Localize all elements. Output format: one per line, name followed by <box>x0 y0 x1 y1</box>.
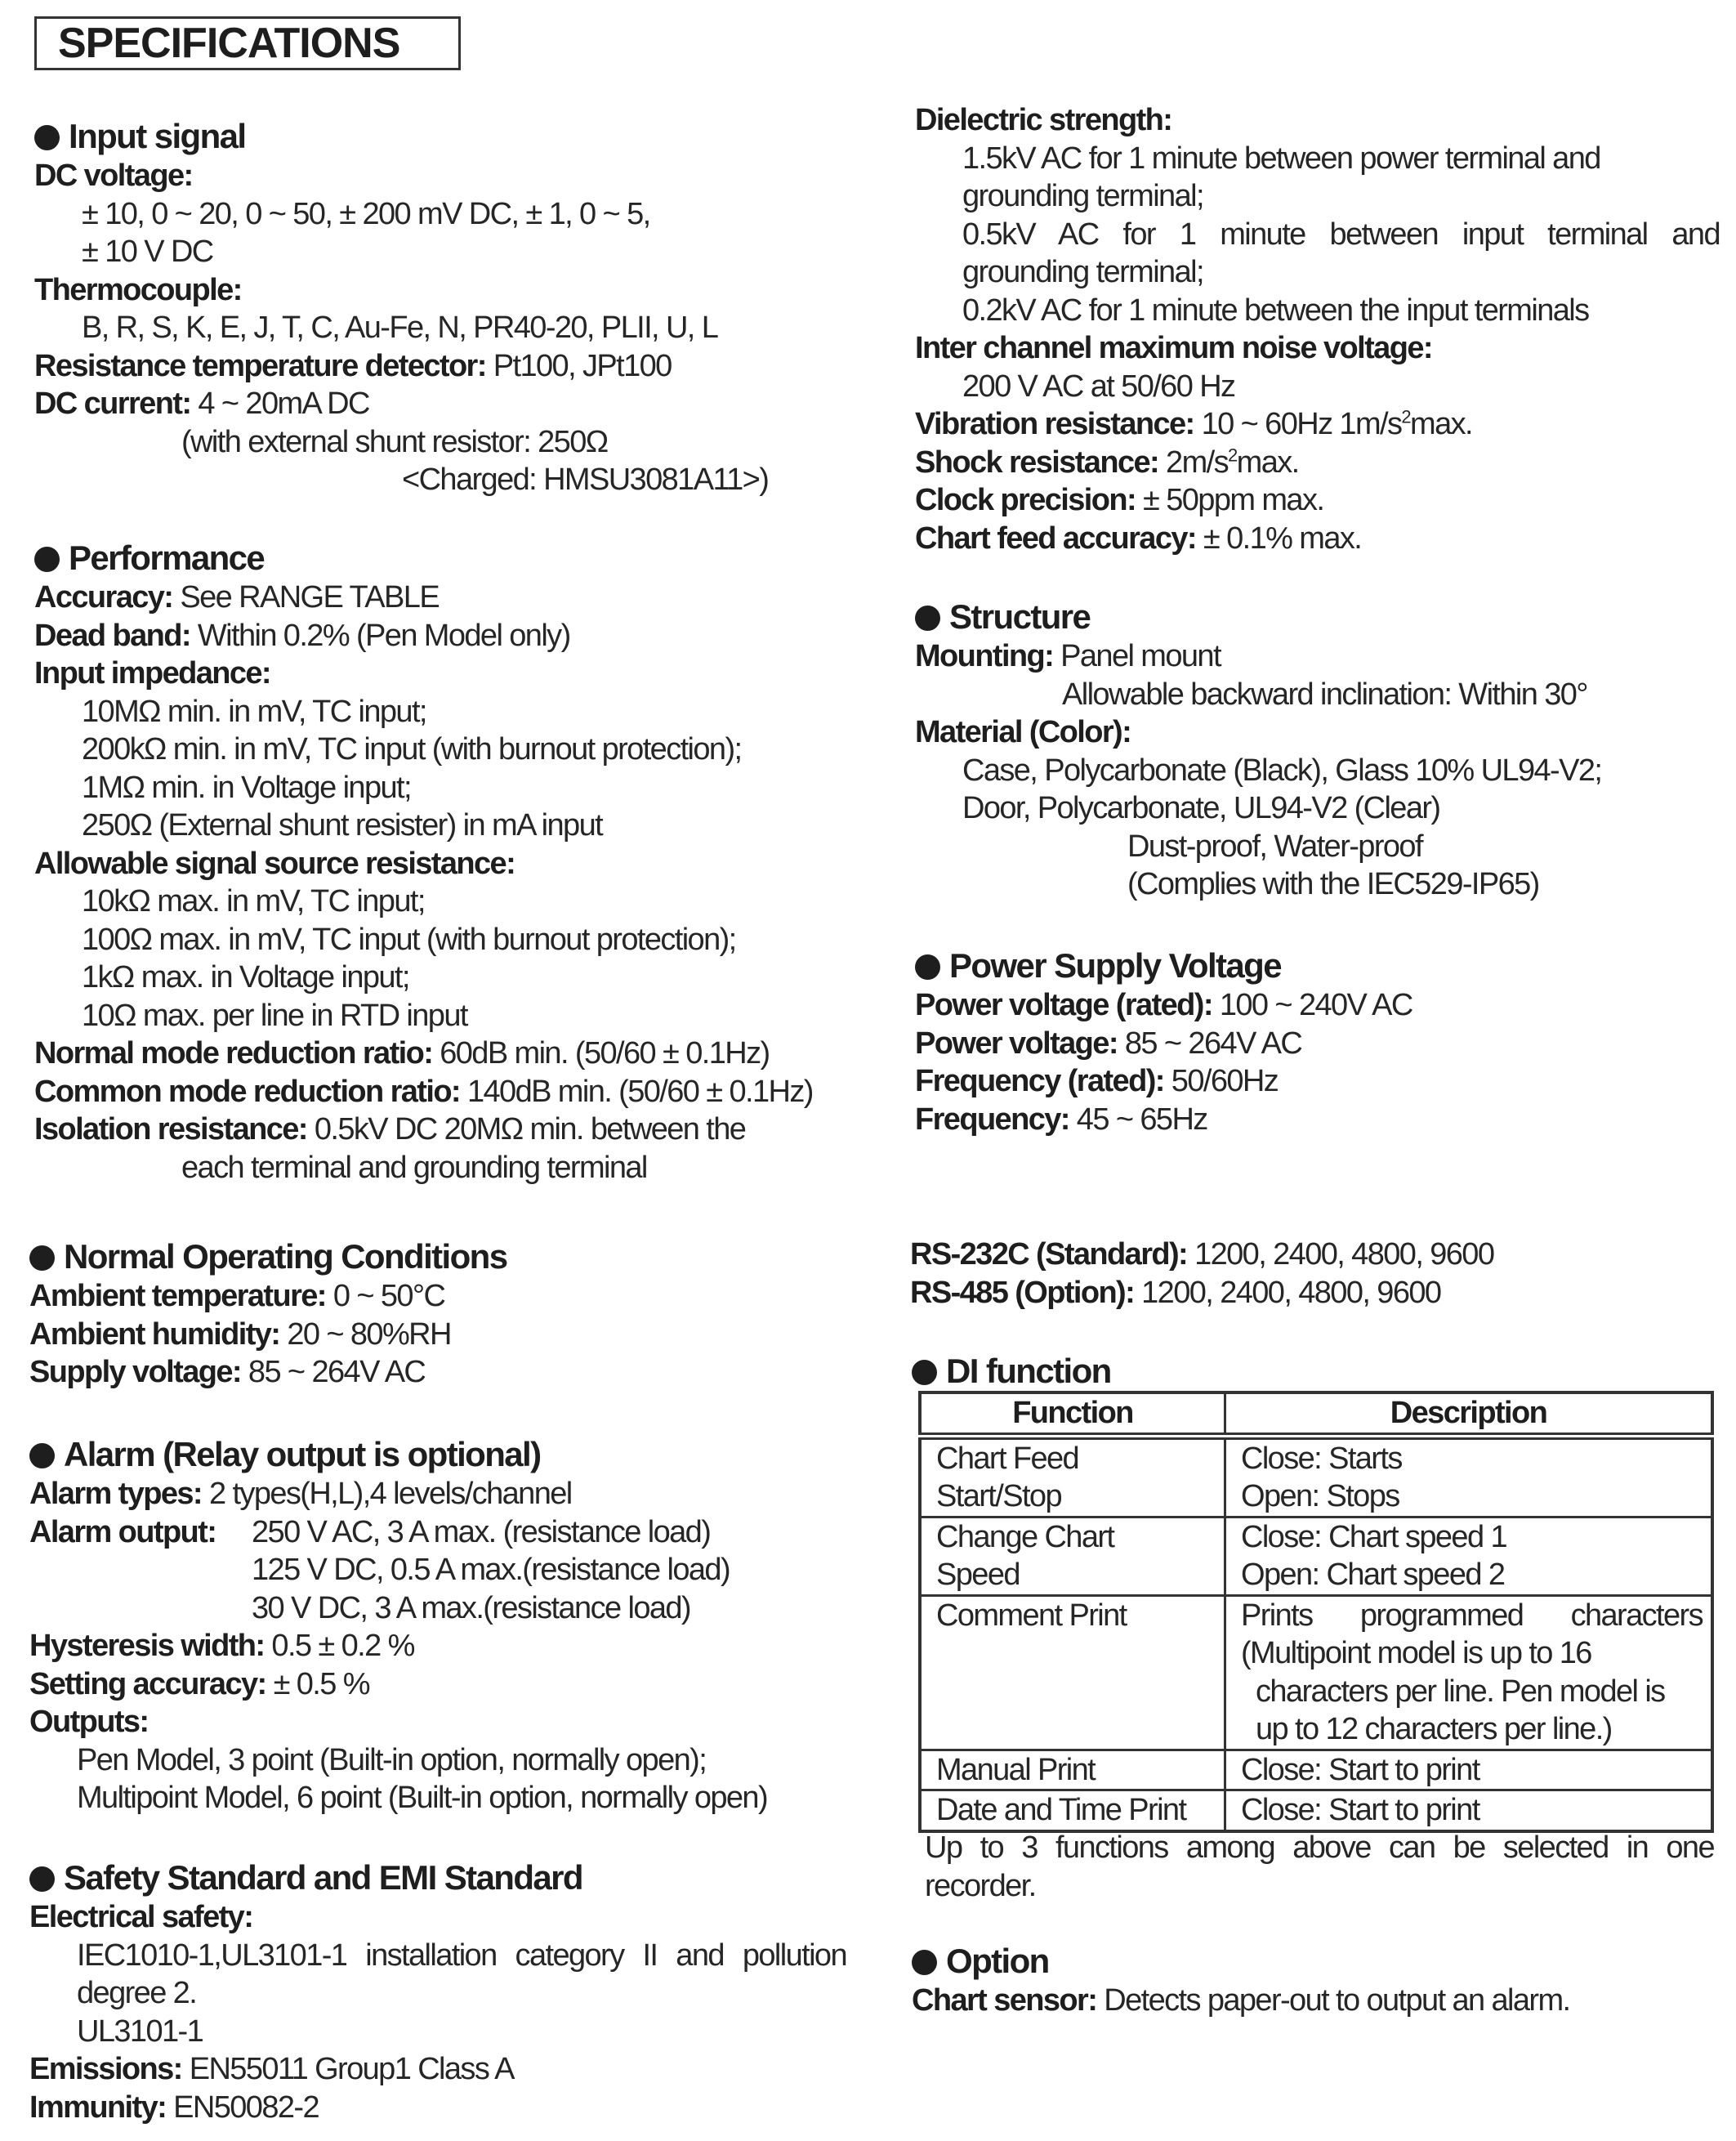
structure-section <box>915 597 1720 904</box>
material-proof: Dust-proof, Water-proof <box>1127 829 1422 864</box>
bullet-icon <box>912 1950 937 1975</box>
frequency-value: 45 ~ 65Hz <box>1076 1102 1207 1137</box>
chart-feed-accuracy-label: Chart feed accuracy: <box>915 521 1196 556</box>
input-impedance-item: 200kΩ min. in mV, TC input (with burnout protection); <box>82 732 742 767</box>
power-voltage-value: 85 ~ 264V AC <box>1124 1026 1302 1061</box>
accuracy-label: Accuracy: <box>34 580 173 615</box>
dc-current-label: DC current: <box>34 387 191 421</box>
col-function: Function <box>920 1392 1225 1436</box>
operating-heading: Normal Operating Conditions <box>29 1236 863 1277</box>
bullet-icon <box>912 1360 937 1385</box>
rs232-label: RS-232C (Standard): <box>910 1237 1188 1272</box>
alarm-types-value: 2 types(H,L),4 levels/channel <box>208 1477 572 1511</box>
noise-voltage-label: Inter channel maximum noise voltage: <box>915 331 1432 365</box>
isolation-label: Isolation resistance: <box>34 1112 307 1146</box>
emissions-value: EN55011 Group1 Class A <box>189 2052 514 2086</box>
source-resistance-item: 10Ω max. per line in RTD input <box>82 998 467 1033</box>
inclination-value: Allowable backward inclination: Within 30° <box>1062 677 1587 712</box>
setting-accuracy-label: Setting accuracy: <box>29 1666 266 1701</box>
alarm-output-value-2: 125 V DC, 0.5 A max.(resistance load) <box>252 1553 730 1587</box>
material-label: Material (Color): <box>915 715 1131 749</box>
electrical-safety-value-3: UL3101-1 <box>77 2014 203 2049</box>
alarm-types-label: Alarm types: <box>29 1477 202 1511</box>
chart-sensor-value: Detects paper-out to output an alarm. <box>1104 1983 1570 2018</box>
input-impedance-label: Input impedance: <box>34 656 270 691</box>
hysteresis-label: Hysteresis width: <box>29 1629 265 1663</box>
mounting-label: Mounting: <box>915 639 1054 673</box>
option-section <box>912 1941 1716 2020</box>
table-row: Comment Print Prints programmed characters (Multipoint model is up to 16 characters per line. Pen model is up to 12 characters per line.) <box>920 1595 1712 1750</box>
shock-value: 2m/s <box>1166 445 1228 480</box>
rtd-label: Resistance temperature detector: <box>34 348 486 383</box>
rtd-value: Pt100, JPt100 <box>493 348 672 383</box>
material-case: Case, Polycarbonate (Black), Glass 10% UL94-V2; <box>962 753 1602 788</box>
ambient-temp-label: Ambient temperature: <box>29 1279 326 1313</box>
source-resistance-item: 10kΩ max. in mV, TC input; <box>82 884 425 919</box>
performance-section <box>34 538 868 1187</box>
material-complies: (Complies with the IEC529-IP65) <box>1127 867 1539 901</box>
bullet-icon <box>34 125 60 150</box>
ambient-humidity-label: Ambient humidity: <box>29 1316 280 1352</box>
dielectric-section: Dielectric strength: 1.5kV AC for 1 minute between power terminal and grounding terminal; 0.5kV AC for 1 minute between input terminal and grounding terminal; 0.2kV AC for 1 minute between the input terminals Inter channel maximum noise voltage: 200 V AC at 50/60 Hz Vibration resistance: 10 ~ 60Hz $1m/s^2\max$. Shock resistance: $2m/s^2\max$. Clock precision: ± 50ppm max. Chart feed accuracy: ± 0.1% max. <box>915 103 1720 556</box>
dielectric-label: Dielectric strength: <box>915 103 1172 137</box>
alarm-section <box>29 1434 863 1817</box>
table-row: Chart Feed Start/Stop Close: Starts Open: Stops <box>920 1436 1712 1517</box>
supply-voltage-value: 85 ~ 264V AC <box>248 1355 426 1389</box>
chart-sensor-label: Chart sensor: <box>912 1983 1097 2018</box>
noise-voltage-value: 200 V AC at 50/60 Hz <box>962 369 1235 404</box>
thermocouple-value: B, R, S, K, E, J, T, C, Au-Fe, N, PR40-20, PLII, U, L <box>82 311 718 345</box>
material-door: Door, Polycarbonate, UL94-V2 (Clear) <box>962 791 1440 825</box>
structure-heading: Structure <box>915 597 1720 637</box>
electrical-safety-value: IEC1010-1,UL3101-1 installation category II and pollution <box>77 1938 846 1973</box>
outputs-pen: Pen Model, 3 point (Built-in option, normally open); <box>77 1742 707 1777</box>
nmr-label: Normal mode reduction ratio: <box>34 1036 433 1070</box>
input-impedance-item: 250Ω (External shunt resister) in mA input <box>82 808 603 843</box>
rs485-value: 1200, 2400, 4800, 9600 <box>1141 1275 1441 1310</box>
bullet-icon <box>34 547 60 572</box>
input-signal-section <box>34 116 868 499</box>
alarm-output-label: Alarm output: <box>29 1514 216 1549</box>
cmr-value: 140dB min. (50/60 ± 0.1Hz) <box>466 1074 813 1109</box>
ambient-humidity-value: 20 ~ 80%RH <box>287 1316 451 1352</box>
alarm-heading: Alarm (Relay output is optional) <box>29 1434 863 1475</box>
input-signal-heading: Input signal <box>34 116 868 157</box>
dead-band-value: Within 0.2% (Pen Model only) <box>197 618 570 653</box>
input-impedance-item: 10MΩ min. in mV, TC input; <box>82 694 426 729</box>
input-impedance-item: 1MΩ min. in Voltage input; <box>82 770 411 805</box>
power-heading: Power Supply Voltage <box>915 945 1720 986</box>
col-description: Description <box>1225 1392 1713 1436</box>
dead-band-label: Dead band: <box>34 618 190 653</box>
immunity-value: EN50082-2 <box>173 2090 319 2125</box>
rs232-value: 1200, 2400, 4800, 9600 <box>1194 1237 1494 1272</box>
alarm-output-value: 250 V AC, 3 A max. (resistance load) <box>252 1514 711 1549</box>
electrical-safety-label: Electrical safety: <box>29 1900 253 1934</box>
table-row: Manual Print Close: Start to print <box>920 1750 1712 1790</box>
dielectric-line: grounding terminal; <box>962 255 1203 289</box>
bullet-icon <box>915 606 940 631</box>
communication-section <box>910 1236 1715 1312</box>
performance-heading: Performance <box>34 538 868 579</box>
shock-label: Shock resistance: <box>915 445 1159 480</box>
dielectric-line: grounding terminal; <box>962 179 1203 213</box>
cmr-label: Common mode reduction ratio: <box>34 1074 460 1109</box>
clock-precision-label: Clock precision: <box>915 483 1136 517</box>
di-function-section <box>912 1351 1716 1392</box>
isolation-value-2: each terminal and grounding terminal <box>181 1150 647 1185</box>
clock-precision-value: ± 50ppm max. <box>1143 483 1324 517</box>
power-rated-label: Power voltage (rated): <box>915 988 1212 1022</box>
dielectric-line: 0.5kV AC for 1 minute between input terminal and <box>962 217 1720 252</box>
dc-voltage-value-2: ± 10 V DC <box>82 235 213 269</box>
table-row: Date and Time Print Close: Start to print <box>920 1790 1712 1831</box>
safety-section <box>29 1857 846 2126</box>
dc-current-value: 4 ~ 20mA DC <box>198 387 369 421</box>
nmr-value: 60dB min. (50/60 ± 0.1Hz) <box>440 1036 770 1070</box>
isolation-value: 0.5kV DC 20MΩ min. between the <box>314 1112 746 1146</box>
option-heading: Option <box>912 1941 1716 1982</box>
electrical-safety-value-2: degree 2. <box>77 1976 197 2010</box>
dc-voltage-label: DC voltage: <box>34 159 193 193</box>
table-row: Change Chart Speed Close: Chart speed 1 Open: Chart speed 2 <box>920 1517 1712 1595</box>
power-voltage-label: Power voltage: <box>915 1026 1118 1061</box>
source-resistance-item: 1kΩ max. in Voltage input; <box>82 960 409 995</box>
safety-heading: Safety Standard and EMI Standard <box>29 1857 846 1898</box>
ambient-temp-value: 0 ~ 50°C <box>332 1279 445 1313</box>
dc-current-charged: <Charged: HMSU3081A11>) <box>402 463 769 497</box>
source-resistance-label: Allowable signal source resistance: <box>34 846 515 881</box>
setting-accuracy-value: ± 0.5 % <box>273 1666 369 1701</box>
dielectric-line: 0.2kV AC for 1 minute between the input terminals <box>962 293 1589 328</box>
vibration-label: Vibration resistance: <box>915 407 1194 441</box>
bullet-icon <box>29 1245 55 1271</box>
thermocouple-label: Thermocouple: <box>34 272 242 307</box>
power-rated-value: 100 ~ 240V AC <box>1219 988 1412 1022</box>
operating-conditions-section <box>29 1236 863 1392</box>
bullet-icon <box>29 1866 55 1892</box>
vibration-value: 10 ~ 60Hz 1m/s <box>1201 407 1402 441</box>
supply-voltage-label: Supply voltage: <box>29 1355 241 1389</box>
rs485-label: RS-485 (Option): <box>910 1275 1135 1310</box>
dc-current-note: (with external shunt resistor: 250Ω <box>181 424 608 459</box>
bullet-icon <box>915 954 940 980</box>
dielectric-line: 1.5kV AC for 1 minute between power terminal and <box>962 141 1600 176</box>
di-heading: DI function <box>912 1351 1716 1392</box>
mounting-value: Panel mount <box>1060 639 1221 673</box>
page-title: SPECIFICATIONS <box>34 16 461 70</box>
chart-feed-accuracy-value: ± 0.1% max. <box>1203 521 1362 556</box>
di-function-table <box>918 1391 1714 1833</box>
accuracy-value: See RANGE TABLE <box>180 580 440 615</box>
di-note: Up to 3 functions among above can be selected in one recorder. <box>925 1830 1714 1903</box>
bullet-icon <box>29 1443 55 1468</box>
power-section <box>915 945 1720 1138</box>
emissions-label: Emissions: <box>29 2052 182 2086</box>
frequency-label: Frequency: <box>915 1102 1069 1137</box>
immunity-label: Immunity: <box>29 2090 167 2125</box>
alarm-output-value-3: 30 V DC, 3 A max.(resistance load) <box>252 1590 690 1625</box>
frequency-rated-value: 50/60Hz <box>1171 1064 1279 1098</box>
frequency-rated-label: Frequency (rated): <box>915 1064 1164 1098</box>
outputs-label: Outputs: <box>29 1705 149 1739</box>
outputs-multipoint: Multipoint Model, 6 point (Built-in option, normally open) <box>77 1781 768 1815</box>
hysteresis-value: 0.5 ± 0.2 % <box>271 1629 414 1663</box>
dc-voltage-value: ± 10, 0 ~ 20, 0 ~ 50, ± 200 mV DC, ± 1, 0 ~ 5, <box>82 196 650 231</box>
source-resistance-item: 100Ω max. in mV, TC input (with burnout protection); <box>82 922 736 957</box>
